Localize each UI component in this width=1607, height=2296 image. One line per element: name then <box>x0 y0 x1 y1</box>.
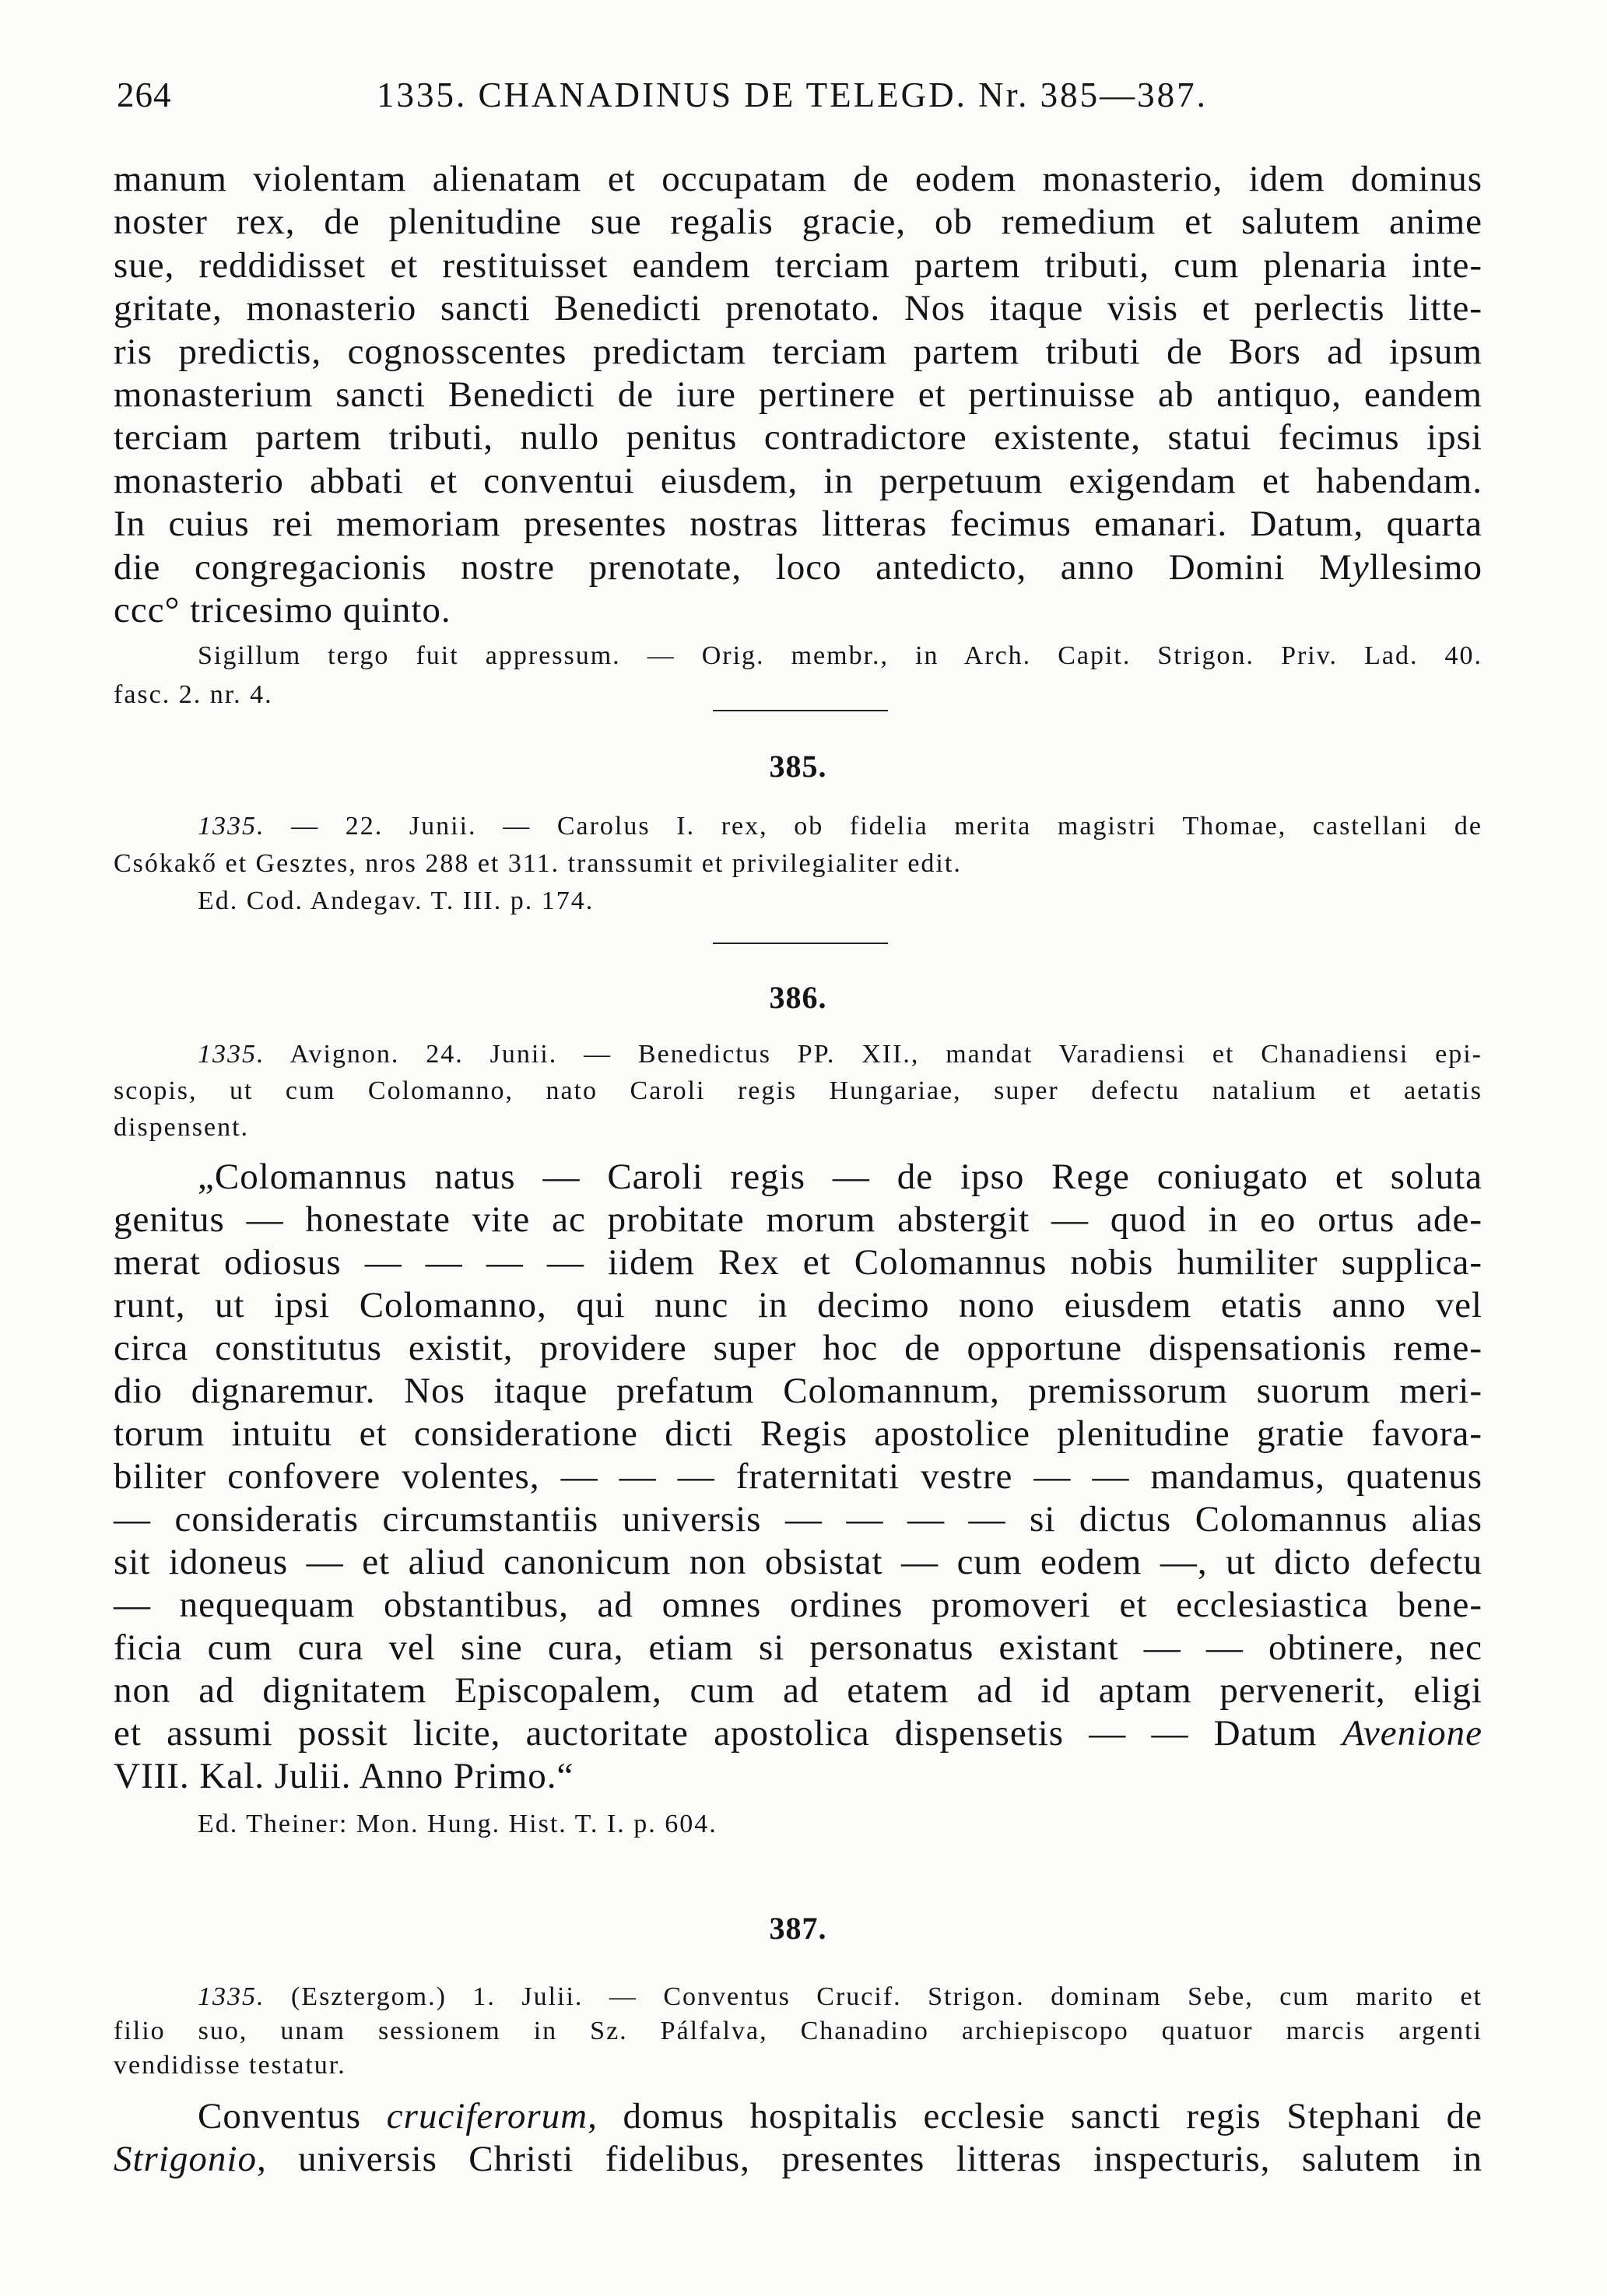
continued-charter-text <box>114 158 1482 632</box>
regest-date: 1335. <box>198 1982 265 2011</box>
regest-line <box>114 808 1482 845</box>
text-line: non ad dignitatem Episcopalem, cum ad etatem ad id aptam pervenerit, eligi <box>114 1670 1482 1711</box>
text-line: terciam partem tributi, nullo penitus contradictore existente, statui fecimus ipsi <box>114 417 1482 458</box>
regest-line <box>114 1036 1482 1073</box>
italic-place-name: Avenione <box>1342 1713 1482 1754</box>
entry-387-text <box>114 2095 1482 2181</box>
text-line <box>114 2138 1482 2181</box>
text-line: ris predictis, cognosscentes predictam terciam partem tributi de Bors ad ipsum <box>114 331 1482 372</box>
text-line: VIII. Kal. Julii. Anno Primo.“ <box>114 1756 574 1796</box>
edition-reference: Ed. Cod. Andegav. T. III. p. 174. <box>198 886 595 915</box>
line-text: (Esztergom.) 1. Julii. — Conventus Crucif. Strigon. dominam Sebe, cum marito et <box>265 1982 1482 2011</box>
edition-reference: Ed. Theiner: Mon. Hung. Hist. T. I. p. 604. <box>198 1810 718 1838</box>
text-line: ficia cum cura vel sine cura, etiam si personatus existant — — obtinere, nec <box>114 1627 1482 1668</box>
text-line: genitus — honestate vite ac probitate morum abstergit — quod in eo ortus ade- <box>114 1199 1482 1240</box>
regest-date: 1335. <box>198 812 265 841</box>
italic-word: cruciferorum, <box>386 2096 598 2136</box>
regest-line: dispensent. <box>114 1113 250 1142</box>
entry-385-regest <box>114 808 1482 920</box>
text-line: torum intuitu et consideratione dicti Regis apostolice plenitudine gratie favora- <box>114 1413 1482 1454</box>
entry-number: 385. <box>769 749 827 784</box>
italic-word: Strigonio, <box>114 2139 267 2179</box>
text-line: gritate, monasterio sancti Benedicti prenotato. Nos itaque visis et perlectis litte- <box>114 288 1482 329</box>
line-text: — 22. Junii. — Carolus I. rex, ob fidelia merita magistri Thomae, castellani de <box>265 812 1482 841</box>
text-line: — consideratis circumstantiis universis — — — — si dictus Colomannus alias <box>114 1499 1482 1539</box>
regest-line: scopis, ut cum Colomanno, nato Caroli regis Hungariae, super defectu natalium et aetatis <box>114 1076 1482 1105</box>
note-line: fasc. 2. nr. 4. <box>114 680 273 709</box>
line-text: universis Christi fidelibus, presentes litteras inspecturis, salutem in <box>266 2139 1482 2179</box>
line-text: die congregacionis nostre prenotate, loco antedicto, anno Domini M <box>114 546 1353 588</box>
regest-line <box>114 1980 1482 2014</box>
text-line: manum violentam alienatam et occupatam de eodem monasterio, idem dominus <box>114 159 1482 199</box>
text-line: monasterio abbati et conventui eiusdem, in perpetuum exigendam et habendam. <box>114 460 1482 501</box>
text-line: ccc° tricesimo quinto. <box>114 589 451 630</box>
regest-line: vendidisse testatur. <box>114 2051 346 2080</box>
running-header <box>0 73 1607 117</box>
text-line: circa constitutus existit, providere super hoc de opportune dispensationis reme- <box>114 1328 1482 1368</box>
entry-386-edition <box>114 1806 1482 1843</box>
line-text: Avignon. 24. Junii. — Benedictus PP. XII., mandat Varadiensi et Chanadiensi epi- <box>265 1040 1482 1069</box>
source-note <box>114 637 1482 714</box>
entry-number: 387. <box>769 1911 827 1946</box>
line-text: llesimo <box>1369 546 1482 588</box>
note-line: Sigillum tergo fuit appressum. — Orig. membr., in Arch. Capit. Strigon. Priv. Lad. 40. <box>198 641 1482 670</box>
entry-number: 386. <box>769 980 827 1015</box>
regest-date: 1335. <box>198 1040 265 1069</box>
running-head-title: 1335. CHANADINUS DE TELEGD. Nr. 385—387. <box>377 75 1208 114</box>
text-line: — nequequam obstantibus, ad omnes ordines promoveri et ecclesiastica bene- <box>114 1585 1482 1625</box>
text-line <box>114 1712 1482 1755</box>
text-line: „Colomannus natus — Caroli regis — de ipso Rege coniugato et soluta <box>198 1157 1482 1197</box>
text-line: runt, ut ipsi Colomanno, qui nunc in decimo nono eiusdem etatis anno vel <box>114 1285 1482 1325</box>
text-line: sue, reddidisset et restituisset eandem terciam partem tributi, cum plenaria inte- <box>114 244 1482 286</box>
page-number: 264 <box>117 75 172 114</box>
italic-letter: y <box>1352 546 1370 588</box>
regest-line: filio suo, unam sessionem in Sz. Pálfalva, Chanadino archiepiscopo quatuor marcis argenti <box>114 2017 1482 2045</box>
text-line: dio dignaremur. Nos itaque prefatum Colomannum, premissorum suorum meri- <box>114 1371 1482 1411</box>
section-divider <box>713 710 888 711</box>
line-text: Conventus <box>198 2096 387 2136</box>
text-line: biliter confovere volentes, — — — fraternitati vestre — — mandamus, quatenus <box>114 1456 1482 1497</box>
text-line <box>114 2095 1482 2138</box>
text-line: sit idoneus — et aliud canonicum non obsistat — cum eodem —, ut dicto defectu <box>114 1542 1482 1582</box>
regest-line: Csókakő et Gesztes, nros 288 et 311. transsumit et privilegialiter edit. <box>114 849 962 878</box>
text-line: noster rex, de plenitudine sue regalis gracie, ob remedium et salutem anime <box>114 202 1482 243</box>
text-line: merat odiosus — — — — iidem Rex et Colomannus nobis humiliter supplica- <box>114 1242 1482 1283</box>
entry-386-regest <box>114 1036 1482 1146</box>
section-divider <box>713 943 888 944</box>
entry-386-text <box>114 1156 1482 1798</box>
entry-387-regest <box>114 1980 1482 2083</box>
line-text: et assumi possit licite, auctoritate apostolica dispensetis — — Datum <box>114 1713 1342 1754</box>
text-line: monasterium sancti Benedicti de iure pertinere et pertinuisse ab antiquo, eandem <box>114 374 1482 415</box>
text-line <box>114 546 1482 589</box>
line-text: domus hospitalis ecclesie sancti regis Stephani de <box>597 2096 1483 2136</box>
text-line: In cuius rei memoriam presentes nostras litteras fecimus emanari. Datum, quarta <box>114 504 1482 545</box>
